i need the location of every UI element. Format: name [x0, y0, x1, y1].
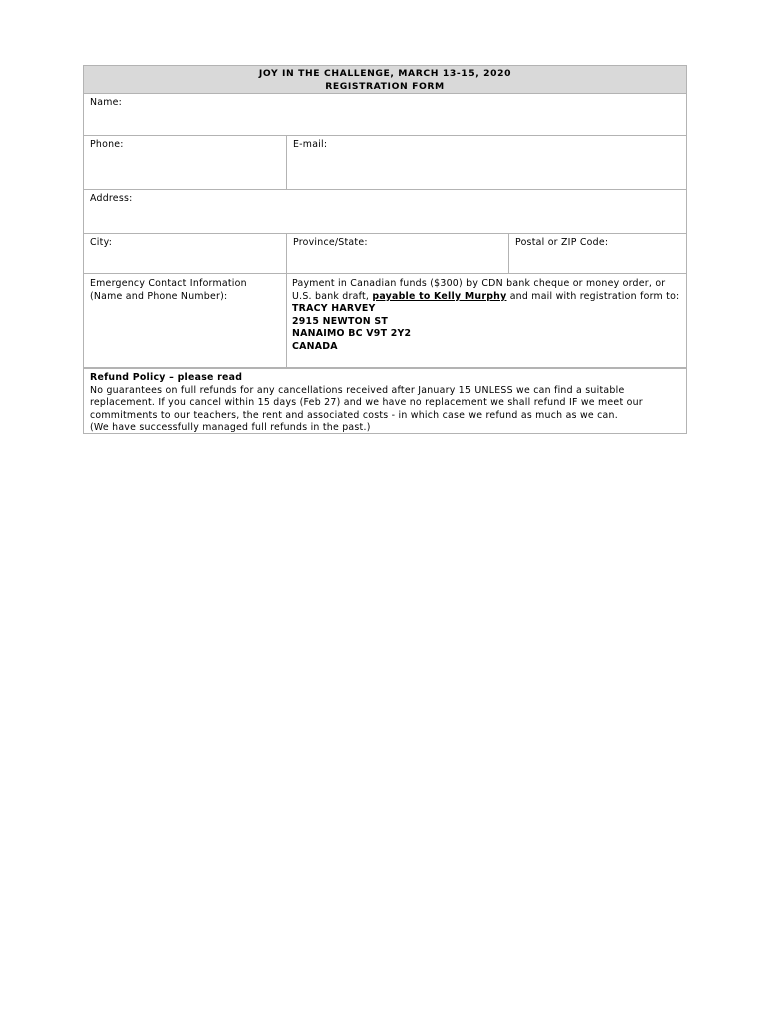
mailing-name: TRACY HARVEY [292, 303, 376, 315]
refund-body: No guarantees on full refunds for any cancellations received after January 15 UNLESS we can find a suitable replacement. If you cancel within 15 days (Feb 27) and we have no replacement we shall refund IF we meet our commitments to our teachers, the rent and associated costs - in which case we refund as much as we can. [90, 384, 643, 421]
email-field[interactable] [286, 136, 686, 189]
form-title: JOY IN THE CHALLENGE, MARCH 13-15, 2020 [258, 68, 512, 79]
refund-note: (We have successfully managed full refunds in the past.) [90, 422, 371, 434]
payment-text-after: and mail with registration form to: [509, 290, 680, 302]
name-field[interactable] [83, 94, 687, 136]
mailing-country: CANADA [292, 340, 338, 352]
mailing-street: 2915 NEWTON ST [292, 315, 389, 327]
phone-label: Phone: [90, 139, 124, 150]
payee-name: payable to Kelly Murphy [372, 290, 507, 302]
address-field[interactable] [83, 190, 687, 234]
city-field[interactable] [84, 234, 286, 273]
mailing-city: NANAIMO BC V9T 2Y2 [292, 328, 412, 340]
province-label: Province/State: [293, 237, 368, 248]
form-header [83, 65, 687, 94]
payment-info [286, 274, 686, 367]
refund-policy [83, 368, 687, 434]
email-label: E-mail: [293, 139, 328, 150]
name-label: Name: [90, 97, 123, 108]
emergency-label-line1: Emergency Contact Information [90, 278, 247, 289]
province-field[interactable] [286, 234, 508, 273]
address-label: Address: [90, 193, 133, 204]
city-label: City: [90, 237, 113, 248]
phone-field[interactable] [84, 136, 286, 189]
payment-text [292, 278, 681, 303]
postal-field[interactable] [508, 234, 686, 273]
location-row [83, 234, 687, 274]
postal-label: Postal or ZIP Code: [515, 237, 609, 248]
contact-row [83, 136, 687, 190]
refund-title: Refund Policy – please read [90, 372, 243, 383]
emergency-payment-row [83, 274, 687, 368]
payment-text-before: Payment in Canadian funds ($300) by CDN bank cheque or money order, or U.S. bank draft, [292, 278, 666, 302]
emergency-label-line2: (Name and Phone Number): [90, 290, 228, 302]
registration-form [83, 65, 687, 434]
form-subtitle: REGISTRATION FORM [325, 80, 445, 92]
emergency-contact-field[interactable] [84, 274, 286, 367]
